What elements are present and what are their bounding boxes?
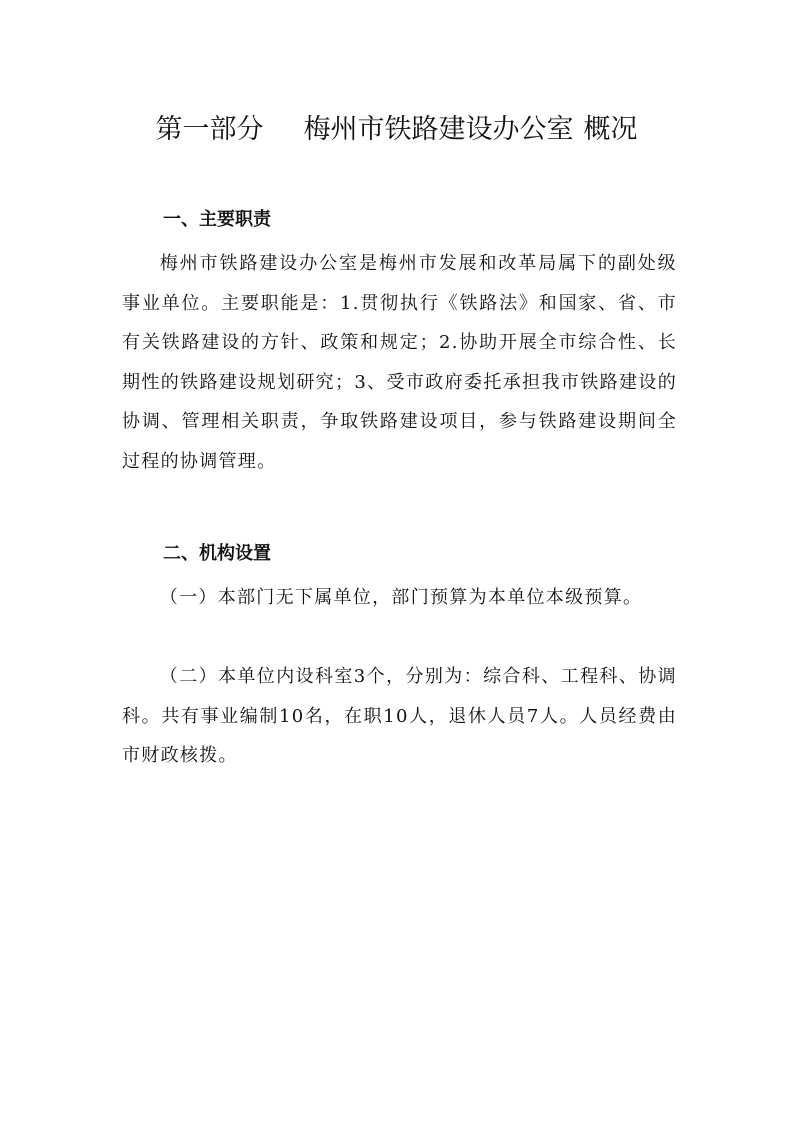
section-heading-duties: 一、主要职责 [163, 209, 271, 230]
section-heading-organization: 二、机构设置 [163, 543, 271, 564]
page-title [60, 110, 733, 150]
title-suffix: 概况 [583, 114, 638, 145]
organization-paragraph-2: （二）本单位内设科室3个，分别为：综合科、工程科、协调科。共有事业编制10名，在职10人，退休人员7人。人员经费由市财政核拨。 [122, 666, 677, 767]
duties-paragraph: 梅州市铁路建设办公室是梅州市发展和改革局属下的副处级事业单位。主要职能是：1.贯彻执行《铁路法》和国家、省、市有关铁路建设的方针、政策和规定；2.协助开展全市综合性、长期性的铁路建设规划研究；3、受市政府委托承担我市铁路建设的协调、管理相关职责，争取铁路建设项目，参与铁路建设期间全过程的协调管理。 [122, 253, 677, 472]
title-part: 第一部分 [155, 114, 264, 145]
organization-paragraph-1: （一）本部门无下属单位，部门预算为本单位本级预算。 [159, 587, 643, 608]
title-name: 梅州市铁路建设办公室 [303, 114, 574, 145]
